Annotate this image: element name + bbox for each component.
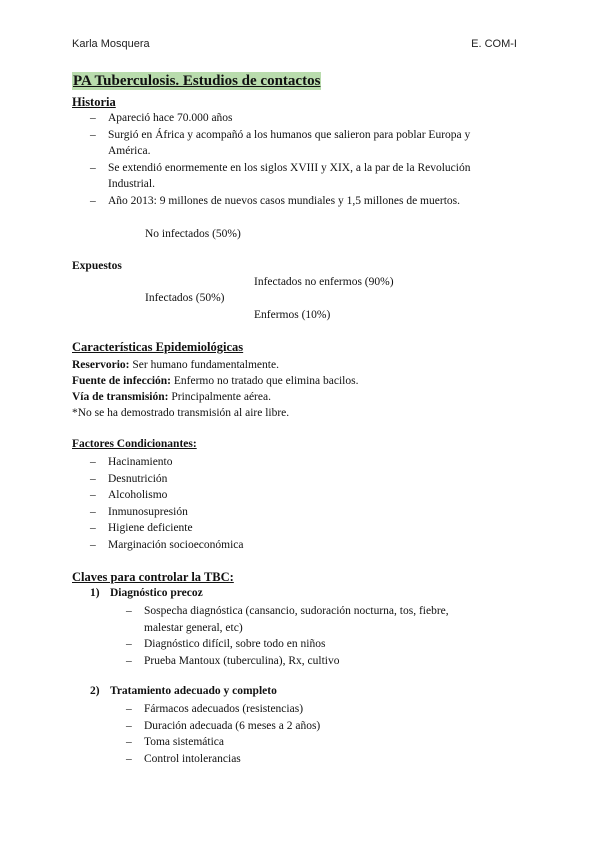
factors-heading: Factores Condicionantes: (72, 438, 197, 450)
keys-section-1-list (126, 603, 449, 669)
list-item: – Control intolerancias (126, 752, 241, 765)
history-list (90, 110, 471, 209)
epi-fuente: Fuente de infección: Enfermo no tratado que elimina bacilos. (72, 375, 359, 387)
document-title: PA Tuberculosis. Estudios de contactos (73, 73, 321, 89)
list-item: – Apareció hace 70.000 años (90, 112, 233, 124)
list-item: – Desnutrición (90, 472, 168, 485)
list-item: – Se extendió enormemente en los siglos XVIII y XIX, a la par de la Revolución (90, 161, 471, 174)
header-author: Karla Mosquera (72, 38, 150, 50)
keys-section-2-title: 2) Tratamiento adecuado y completo (90, 685, 277, 697)
list-item: – Prueba Mantoux (tuberculina), Rx, cultivo (126, 654, 340, 667)
list-item-continuation: Industrial. (108, 178, 155, 190)
list-item: – Alcoholismo (90, 489, 168, 501)
tree-infectados: Infectados (50%) (145, 292, 225, 304)
tree-enfermos: Enfermos (10%) (254, 309, 331, 321)
epi-heading: Características Epidemiológicas (72, 340, 244, 354)
list-item: – Surgió en África y acompañó a los humanos que salieron para poblar Europa y (90, 128, 471, 141)
list-item: – Higiene deficiente (90, 522, 193, 534)
list-item: – Inmunosupresión (90, 505, 188, 518)
list-item: – Diagnóstico difícil, sobre todo en niños (126, 638, 326, 650)
tree-expuestos: Expuestos (72, 260, 122, 272)
keys-heading: Claves para controlar la TBC: (72, 570, 234, 584)
history-heading: Historia (72, 95, 116, 109)
tree-infectados-no-enfermos: Infectados no enfermos (90%) (254, 276, 394, 288)
epi-via: Vía de transmisión: Principalmente aérea. (72, 391, 271, 403)
list-item: – Año 2013: 9 millones de nuevos casos mundiales y 1,5 millones de muertos. (90, 194, 460, 207)
tree-no-infectados: No infectados (50%) (145, 228, 241, 240)
epi-reservorio: Reservorio: Ser humano fundamentalmente. (72, 359, 279, 371)
epi-note: *No se ha demostrado transmisión al aire libre. (72, 407, 290, 419)
list-item: – Marginación socioeconómica (90, 538, 244, 551)
keys-section-1-title: 1) Diagnóstico precoz (90, 587, 203, 599)
list-item: – Hacinamiento (90, 456, 173, 468)
header-course: E. COM-I (471, 38, 517, 50)
list-item: – Sospecha diagnóstica (cansancio, sudoración nocturna, tos, fiebre, (126, 605, 449, 617)
list-item-continuation: América. (108, 145, 151, 157)
keys-section-2-list (126, 701, 321, 767)
list-item: – Fármacos adecuados (resistencias) (126, 703, 304, 715)
list-item-continuation: malestar general, etc) (144, 621, 243, 634)
factors-list (90, 454, 244, 553)
list-item: – Duración adecuada (6 meses a 2 años) (126, 719, 321, 732)
list-item: – Toma sistemática (126, 736, 224, 748)
